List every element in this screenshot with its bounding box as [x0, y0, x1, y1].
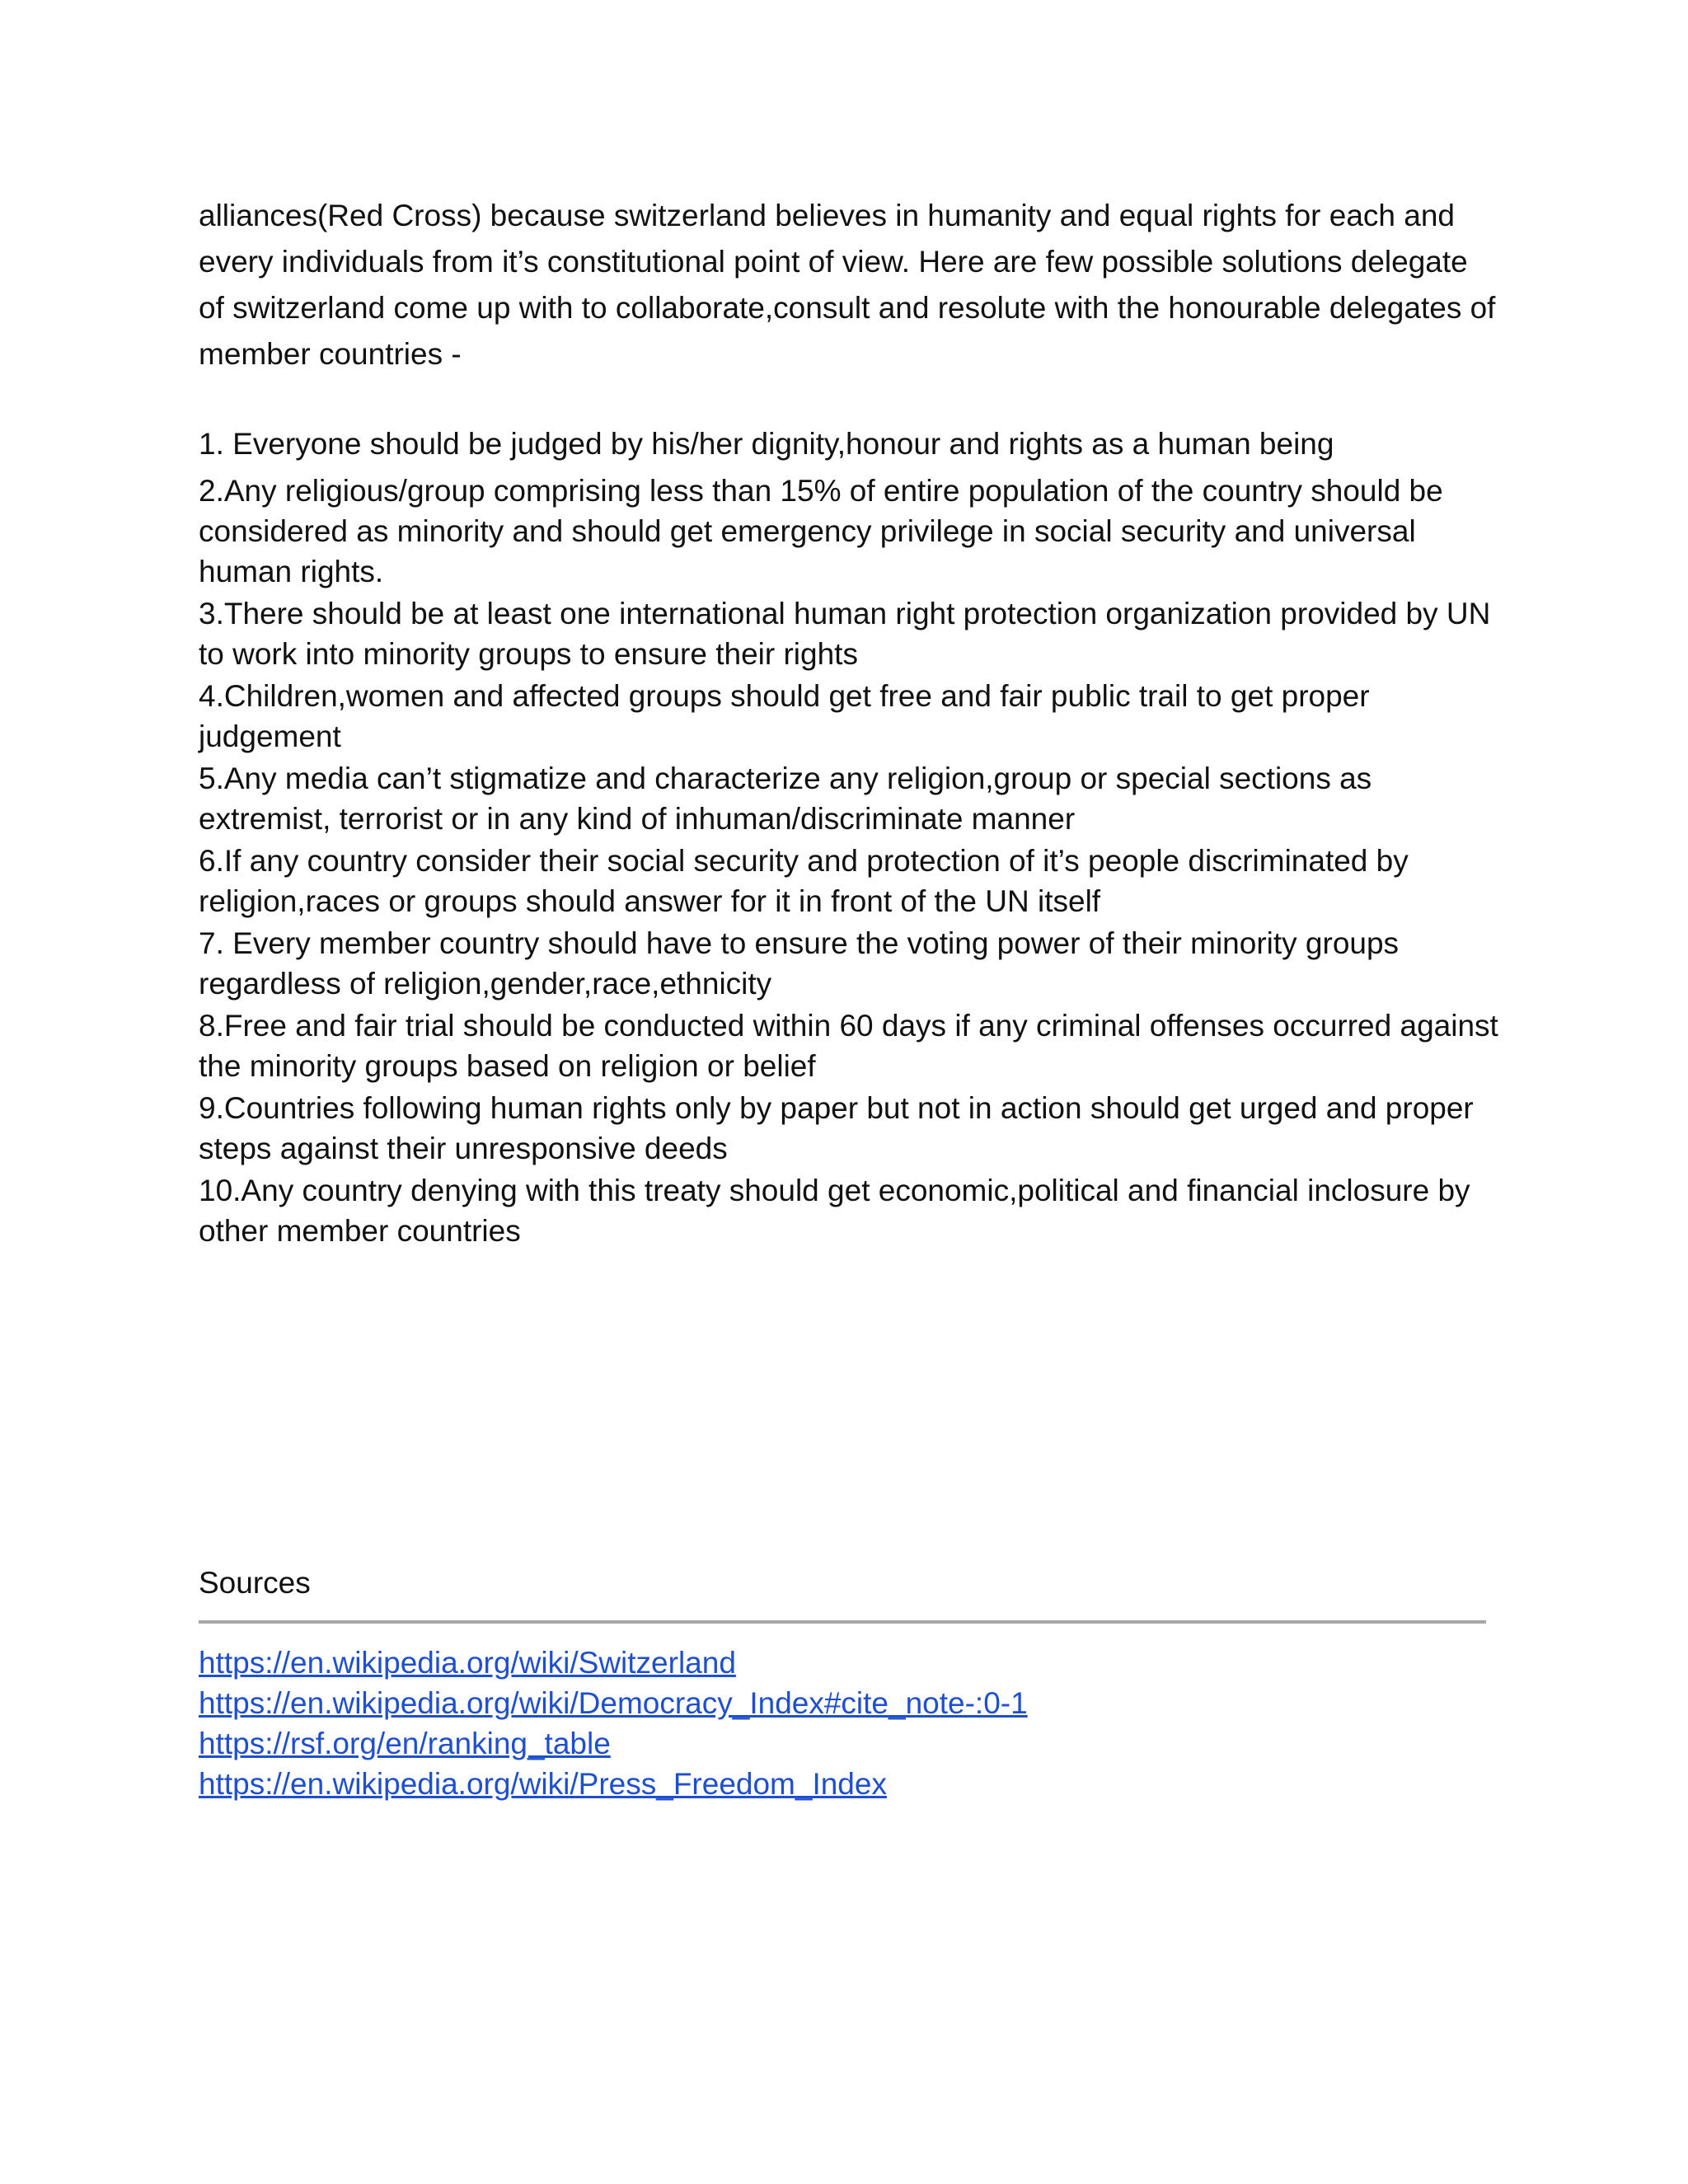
source-link-switzerland[interactable]: https://en.wikipedia.org/wiki/Switzerland [199, 1646, 736, 1680]
solution-item: 6.If any country consider their social security and protection of it’s people discriminated by religion,races or groups should answer for it in front of the UN itself [199, 844, 1409, 918]
source-item [199, 1643, 1028, 1683]
intro-paragraph: alliances(Red Cross) because switzerland believes in humanity and equal rights for each and every individuals from it’s constitutional point of view. Here are few possible solutions delegate of switzerland come up with to collaborate,consult and resolute with the honourable delegates of member countries - [199, 199, 1496, 371]
sources-heading: Sources [199, 1566, 311, 1600]
solution-item: 1. Everyone should be judged by his/her dignity,honour and rights as a human being [199, 427, 1334, 461]
solution-item: 10.Any country denying with this treaty should get economic,political and financial inclosure by other member countries [199, 1174, 1470, 1248]
sources-list [199, 1643, 1028, 1804]
source-link-press-freedom-index[interactable]: https://en.wikipedia.org/wiki/Press_Freedom_Index [199, 1767, 887, 1801]
source-link-democracy-index[interactable]: https://en.wikipedia.org/wiki/Democracy_Index#cite_note-:0-1 [199, 1686, 1028, 1720]
source-item [199, 1764, 1028, 1804]
solutions-list [199, 424, 1501, 1253]
solution-item: 2.Any religious/group comprising less than 15% of entire population of the country should be considered as minority and should get emergency privilege in social security and universal human rights. [199, 474, 1443, 588]
solution-item: 4.Children,women and affected groups should get free and fair public trail to get proper judgement [199, 679, 1370, 753]
source-item [199, 1683, 1028, 1723]
solution-item: 8.Free and fair trial should be conducted within 60 days if any criminal offenses occurred against the minority groups based on religion or belief [199, 1009, 1498, 1083]
source-link-rsf-ranking[interactable]: https://rsf.org/en/ranking_table [199, 1727, 611, 1760]
solution-item: 7. Every member country should have to ensure the voting power of their minority groups regardless of religion,gender,race,ethnicity [199, 926, 1400, 1001]
intro-section [199, 193, 1501, 377]
solution-item: 9.Countries following human rights only by paper but not in action should get urged and proper steps against their unresponsive deeds [199, 1091, 1474, 1165]
solution-item: 5.Any media can’t stigmatize and characterize any religion,group or special sections as extremist, terrorist or in any kind of inhuman/discriminate manner [199, 762, 1372, 836]
source-item [199, 1723, 1028, 1764]
sources-divider [199, 1620, 1486, 1624]
solution-item: 3.There should be at least one international human right protection organization provided by UN to work into minority groups to ensure their rights [199, 597, 1491, 671]
